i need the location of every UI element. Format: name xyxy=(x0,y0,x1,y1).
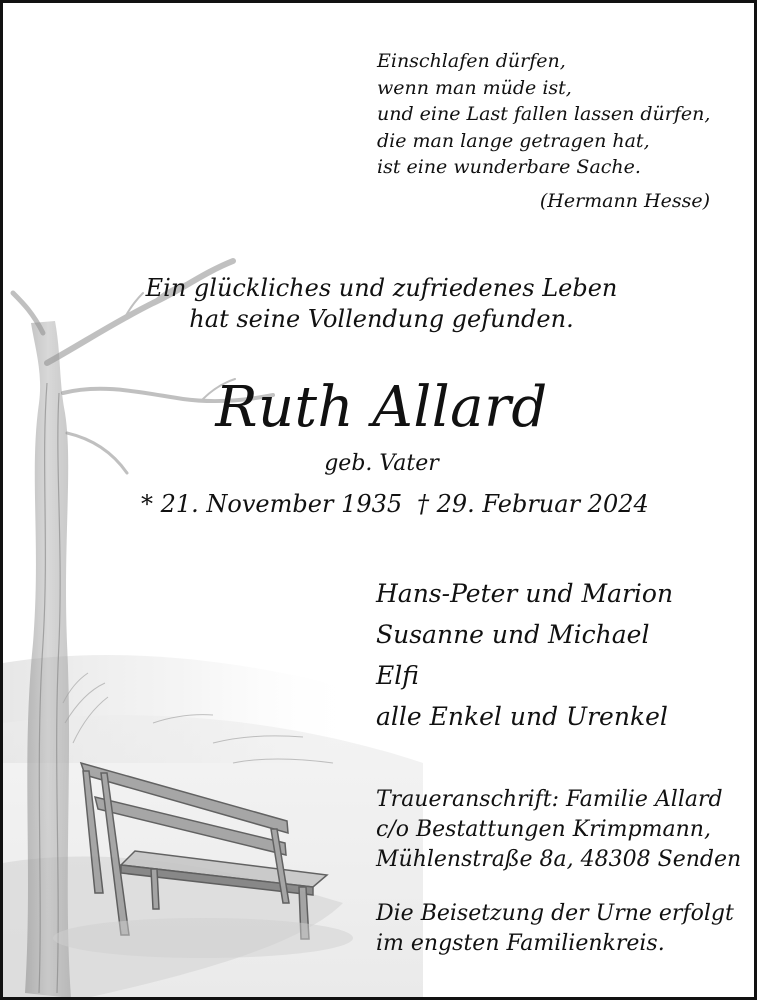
mourner-entry: Susanne und Michael xyxy=(376,620,650,649)
address-line: Traueranschrift: Familie Allard xyxy=(376,787,723,812)
intro-line: Ein glückliches und zufriedenes Leben xyxy=(145,274,618,302)
mourner-entry: Elfi xyxy=(376,661,419,690)
intro-line: hat seine Vollendung gefunden. xyxy=(189,305,574,333)
address-line: Mühlenstraße 8a, 48308 Senden xyxy=(376,847,742,872)
burial-note xyxy=(376,899,734,959)
note-line: im engsten Familienkreis. xyxy=(376,931,665,956)
poem xyxy=(377,48,710,181)
intro-text xyxy=(3,273,757,335)
mourner-entry: Hans-Peter und Marion xyxy=(376,579,674,608)
address-line: c/o Bestattungen Krimpmann, xyxy=(376,817,711,842)
mourning-address xyxy=(376,785,741,875)
maiden-name: geb. Vater xyxy=(324,451,439,476)
poem-line: wenn man müde ist, xyxy=(377,76,572,99)
mourner-entry: alle Enkel und Urenkel xyxy=(376,702,668,731)
death-date: † 29. Februar 2024 xyxy=(417,490,649,518)
note-line: Die Beisetzung der Urne erfolgt xyxy=(376,901,734,926)
mourners-list xyxy=(376,573,673,737)
deceased-name: Ruth Allard xyxy=(215,375,548,440)
poem-line: ist eine wunderbare Sache. xyxy=(377,156,641,178)
birth-date: * 21. November 1935 xyxy=(141,490,403,518)
poem-line: Einschlafen dürfen, xyxy=(377,50,566,72)
poem-line: und eine Last fallen lassen dürfen, xyxy=(377,103,711,125)
poem-author: (Hermann Hesse) xyxy=(539,190,710,212)
poem-line: die man lange getragen hat, xyxy=(377,129,650,152)
